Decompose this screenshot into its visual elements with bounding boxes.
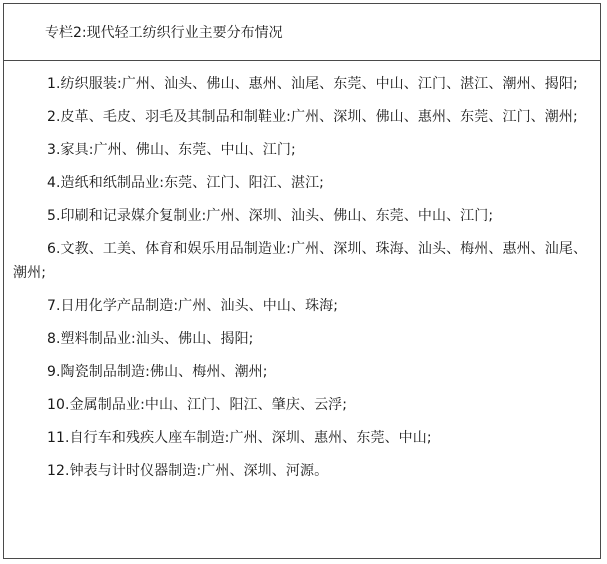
list-item: 4.造纸和纸制品业:东莞、江门、阳江、湛江; bbox=[47, 175, 324, 191]
list-item: 9.陶瓷制品制造:佛山、梅州、潮州; bbox=[47, 364, 268, 380]
list-item: 3.家具:广州、佛山、东莞、中山、江门; bbox=[47, 142, 296, 158]
list-item: 6.文教、工美、体育和娱乐用品制造业:广州、深圳、珠海、汕头、梅州、惠州、汕尾、潮州; bbox=[13, 241, 588, 281]
list-item: 10.金属制品业:中山、江门、阳江、肇庆、云浮; bbox=[47, 397, 348, 413]
box-header bbox=[4, 4, 600, 61]
box-title: 专栏2:现代轻工纺织行业主要分布情况 bbox=[45, 25, 283, 41]
list-item: 1.纺织服装:广州、汕头、佛山、惠州、汕尾、东莞、中山、江门、湛江、潮州、揭阳; bbox=[47, 76, 578, 92]
list-item: 12.钟表与计时仪器制造:广州、深圳、河源。 bbox=[47, 463, 329, 479]
list-item: 5.印刷和记录媒介复制业:广州、深圳、汕头、佛山、东莞、中山、江门; bbox=[47, 208, 494, 224]
list-item: 7.日用化学产品制造:广州、汕头、中山、珠海; bbox=[47, 298, 339, 314]
feature-box bbox=[3, 3, 601, 559]
list-item: 8.塑料制品业:汕头、佛山、揭阳; bbox=[47, 331, 254, 347]
list-item: 2.皮革、毛皮、羽毛及其制品和制鞋业:广州、深圳、佛山、惠州、东莞、江门、潮州; bbox=[47, 109, 578, 125]
list-item: 11.自行车和残疾人座车制造:广州、深圳、惠州、东莞、中山; bbox=[47, 430, 432, 446]
box-content bbox=[4, 61, 600, 483]
